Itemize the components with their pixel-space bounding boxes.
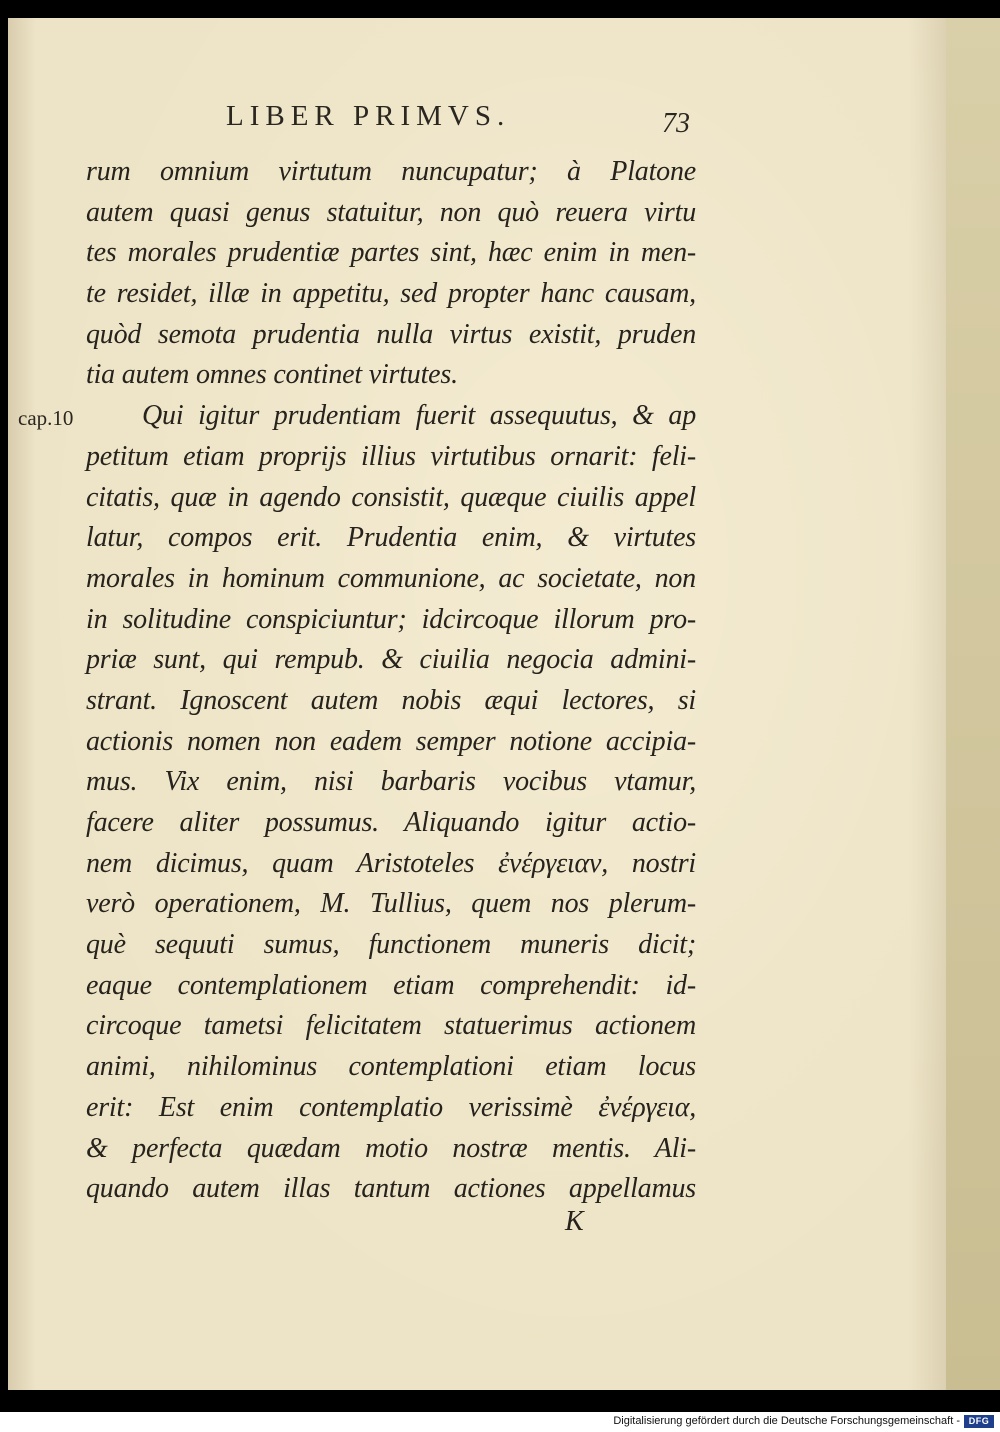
text-line: tia autem omnes continet virtutes.	[86, 359, 458, 391]
text-line: actionis nomen non eadem semper notione accipia-	[86, 725, 696, 757]
body-text	[86, 152, 696, 1210]
footer-bar	[0, 1412, 1000, 1432]
text-line: quando autem illas tantum actiones appellamus	[86, 1173, 696, 1205]
text-line: facere aliter possumus. Aliquando igitur actio-	[86, 807, 696, 838]
text-line: petitum etiam proprijs illius virtutibus ornarit: feli-	[86, 440, 696, 472]
running-head: LIBER PRIMVS.	[226, 100, 511, 132]
text-line: citatis, quæ in agendo consistit, quæque ciuilis appel	[86, 481, 696, 513]
text-line: eaque contemplationem etiam comprehendit: id-	[86, 969, 696, 1001]
text-line: animi, nihilominus contemplationi etiam locus	[86, 1051, 696, 1083]
text-line: & perfecta quædam motio nostræ mentis. Ali-	[86, 1132, 696, 1164]
text-line: Qui igitur prudentiam fuerit assequutus, & ap	[142, 400, 696, 432]
text-line: te residet, illæ in appetitu, sed propter hanc causam,	[86, 278, 696, 310]
text-line: rum omnium virtutum nuncupatur; à Platone	[86, 156, 696, 187]
text-line: nem dicimus, quam Aristoteles ἐνέργειαν, nostri	[86, 847, 696, 879]
text-line: verò operationem, M. Tullius, quem nos plerum-	[86, 888, 696, 920]
text-line: erit: Est enim contemplatio verissimè ἐνέργεια,	[86, 1091, 696, 1123]
text-line: latur, compos erit. Prudentia enim, & virtutes	[86, 522, 696, 554]
margin-note-chapter: cap.10	[18, 406, 74, 430]
text-line: mus. Vix enim, nisi barbaris vocibus vtamur,	[86, 766, 696, 798]
funding-credit: Digitalisierung gefördert durch die Deutsche Forschungsgemeinschaft -	[613, 1415, 960, 1427]
text-line: morales in hominum communione, ac societate, non	[86, 562, 696, 594]
page-edge-strip	[946, 18, 1000, 1390]
text-line: autem quasi genus statuitur, non quò reuera virtu	[86, 196, 696, 228]
page-number: 73	[662, 108, 690, 139]
text-line: tes morales prudentiæ partes sint, hæc enim in men-	[86, 237, 696, 269]
text-line: quòd semota prudentia nulla virtus existit, pruden	[86, 318, 696, 350]
text-line: strant. Ignoscent autem nobis æqui lectores, si	[86, 684, 696, 716]
text-line: què sequuti sumus, functionem muneris dicit;	[86, 929, 696, 961]
text-line: circoque tametsi felicitatem statuerimus actionem	[86, 1010, 696, 1042]
catchword: K	[565, 1206, 584, 1237]
text-line: in solitudine conspiciuntur; idcircoque illorum pro-	[86, 603, 696, 635]
dfg-logo-icon: DFG	[964, 1415, 994, 1428]
text-line: priæ sunt, qui rempub. & ciuilia negocia admini-	[86, 644, 696, 676]
